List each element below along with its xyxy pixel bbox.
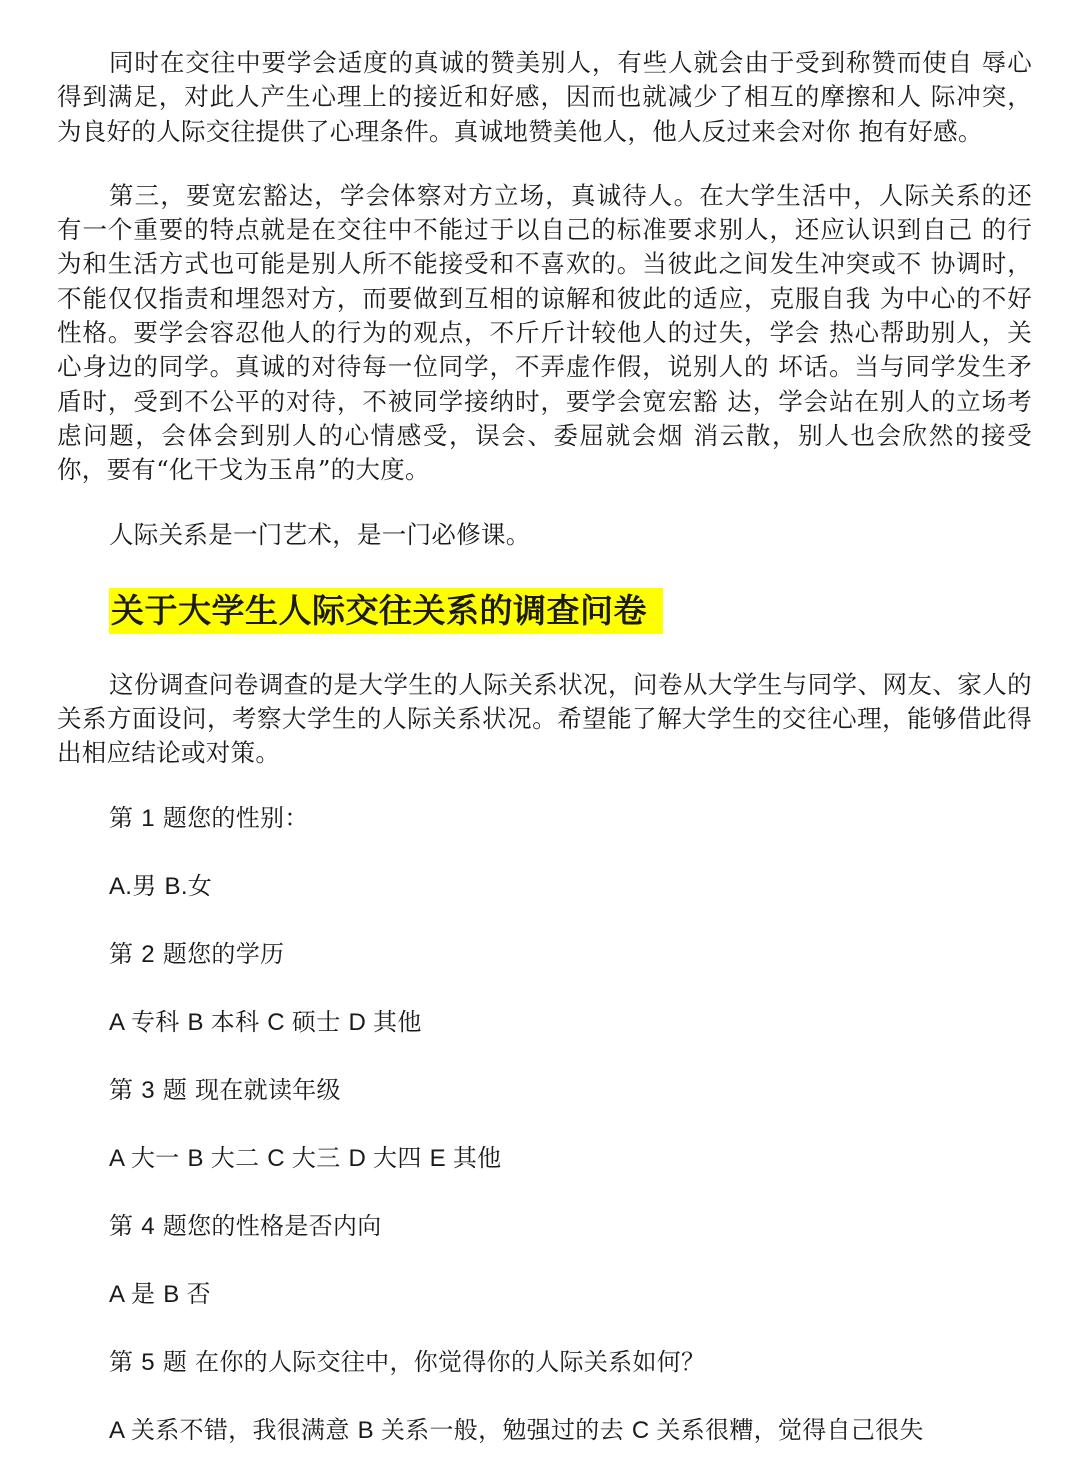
question-number: 1 [141,804,155,832]
question-4: 第 4 题您的性格是否内向 [109,1211,382,1240]
option-text: 关系不错，我很满意 [130,1415,358,1444]
question-5-options [109,1413,1032,1448]
option-letter: B. [164,872,188,900]
question-number: 2 [141,940,155,968]
question-2: 第 2 题您的学历 [109,939,285,968]
document-page [57,46,1032,1481]
option-text: 其他 [452,1143,502,1172]
option-text: 大一 [130,1143,188,1172]
question-3: 第 3 题 现在就读年级 [109,1075,341,1104]
option-text: 是 [130,1279,164,1308]
survey-title: 关于大学生人际交往关系的调查问卷 [109,588,663,634]
option-text: 女 [187,871,213,900]
paragraph-tolerance: 第三，要宽宏豁达，学会体察对方立场，真诚待人。在大学生活中，人际关系的还 有一个重要的特点就是在交往中不能过于以自己的标准要求别人，还应认识到自己 的行为和生活方式也可能是别人所不能接受和不喜欢的。当彼此之间发生冲突或不 协调时，不能仅仅指责和埋怨对方，而要做到互相的谅解和彼此的适应，克服自我 为中心的不好性格。要学会容忍他人的行为的观点，不斤斤计较他人的过失，学会 热心帮助别人，关心身边的同学。真诚的对待每一位同学，不弄虚作假，说别人的 坏话。当与同学发生矛盾时，受到不公平的对待，不被同学接纳时，要学会宽宏豁 达，学会站在别人的立场考虑问题，会体会到别人的心情感受，误会、委屈就会烟 消云散，别人也会欣然的接受你，要有“化干戈为玉帛”的大度。 [57,180,1032,485]
option-letter: A [109,1144,131,1172]
option-text: 否 [186,1279,211,1308]
option-text: 关系一般，勉强过的去 [380,1415,632,1444]
option-letter: A [109,1280,131,1308]
option-text: 关系很糟，觉得自己很失 [656,1415,924,1444]
question-number: 3 [141,1076,155,1104]
option-text: 大二 [210,1143,268,1172]
option-letter: B [357,1416,381,1444]
question-2-options [109,1005,1032,1040]
question-5: 第 5 题 在你的人际交往中，你觉得你的人际关系如何？ [109,1347,706,1376]
option-text: 专科 [130,1007,188,1036]
option-letter: A. [109,872,133,900]
option-letter: B [187,1008,211,1036]
option-letter: A [109,1416,131,1444]
question-number: 4 [141,1212,155,1240]
question-number: 5 [141,1348,155,1376]
paragraph-art: 人际关系是一门艺术，是一门必修课。 [109,519,531,549]
option-letter: B [187,1144,211,1172]
option-text: 大四 [373,1143,430,1172]
option-letter: C [267,1008,292,1036]
question-1-options [109,869,1032,904]
survey-title-block [109,588,1032,634]
question-4-options [109,1277,1032,1312]
option-letter: A [109,1008,131,1036]
option-letter: C [631,1416,657,1444]
question-1: 第 1 题您的性别： [109,803,309,832]
option-text: 大三 [291,1143,349,1172]
option-letter: D [348,1008,374,1036]
option-text: 硕士 [291,1007,349,1036]
option-text: 男 [132,871,165,900]
option-letter: B [163,1280,187,1308]
paragraph-praise: 同时在交往中要学会适度的真诚的赞美别人，有些人就会由于受到称赞而使自 辱心得到满足，对此人产生心理上的接近和好感，因而也就减少了相互的摩擦和人 际冲突，为良好的人际交往提供了心理条件。真诚地赞美他人，他人反过来会对你 抱有好感。 [57,48,1032,146]
option-text: 本科 [210,1007,268,1036]
survey-intro: 这份调查问卷调查的是大学生的人际关系状况，问卷从大学生与同学、网友、家人的关系方面设问，考察大学生的人际关系状况。希望能了解大学生的交往心理，能够借此得出相应结论或对策。 [57,669,1032,768]
option-text: 其他 [373,1007,422,1036]
question-3-options [109,1141,1032,1176]
option-letter: D [348,1144,374,1172]
option-letter: E [429,1144,453,1172]
option-letter: C [267,1144,292,1172]
